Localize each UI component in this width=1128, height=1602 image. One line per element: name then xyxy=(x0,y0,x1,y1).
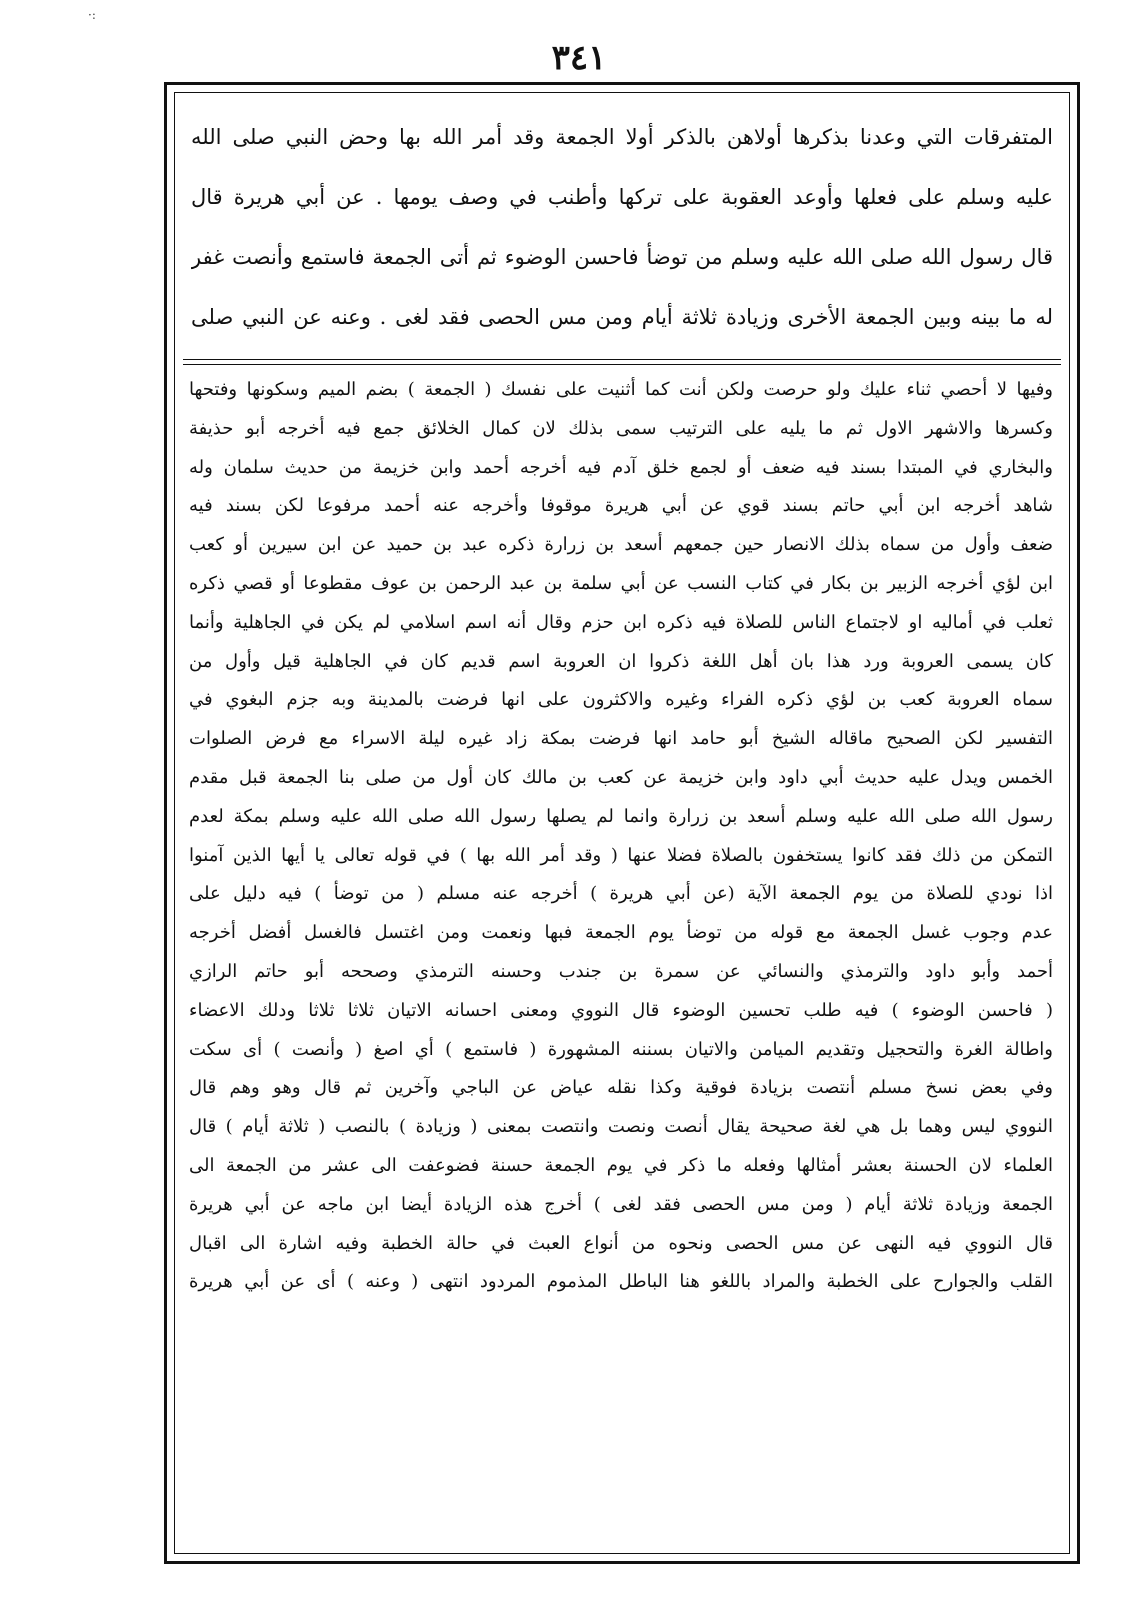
main-text-block xyxy=(191,107,1053,352)
commentary-line: رسول الله صلى الله عليه وسلم أسعد بن زرارة وانما لم يصلها رسول الله صلى الله عليه وسلم بمكة لعدم xyxy=(189,805,1053,827)
main-line: عليه وسلم على فعلها وأوعد العقوبة على تركها وأطنب في وصف يومها . عن أبي هريرة قال xyxy=(191,185,1053,209)
main-line: المتفرقات التي وعدنا بذكرها أولاهن بالذكر أولا الجمعة وقد أمر الله بها وحض النبي صلى الله xyxy=(191,125,1053,149)
commentary-block xyxy=(189,371,1053,1539)
commentary-line: أحمد وأبو داود والترمذي والنسائي عن سمرة بن جندب وحسنه الترمذي وصححه أبو حاتم الرازي xyxy=(189,960,1053,982)
commentary-line: وفي بعض نسخ مسلم أنتصت بزيادة فوقية وكذا نقله عياض عن الباجي وآخرين ثم قال وهو وهم قال xyxy=(189,1077,1053,1099)
commentary-line: ( فاحسن الوضوء ) فيه طلب تحسين الوضوء قال النووي ومعنى احسانه الاتيان ثلاثا ثلاثا ودلك الاعضاء xyxy=(189,999,1053,1021)
commentary-line: وفيها لا أحصي ثناء عليك ولو حرصت ولكن أنت كما أثنيت على نفسك ( الجمعة ) بضم الميم وسكونها وفتحها xyxy=(189,379,1053,400)
commentary-line: التمكن من ذلك فقد كانوا يستخفون بالصلاة فضلا عنها ( وقد أمر الله بها ) في قوله تعالى يا أيها الذين آمنوا xyxy=(189,844,1053,866)
commentary-line: الجمعة وزيادة ثلاثة أيام ( ومن مس الحصى فقد لغى ) أخرج هذه الزيادة أيضا ابن ماجه عن أبي هريرة xyxy=(189,1193,1053,1215)
main-line: له ما بينه وبين الجمعة الأخرى وزيادة ثلاثة أيام ومن مس الحصى فقد لغى . وعنه عن النبي صلى xyxy=(191,305,1053,329)
commentary-line: شاهد أخرجه ابن أبي حاتم بسند قوي عن أبي هريرة موقوفا وأخرجه عنه أحمد مرفوعا لكن بسند فيه xyxy=(189,495,1053,517)
commentary-line: القلب والجوارح على الخطبة والمراد باللغو هنا الباطل المذموم المردود انتهى ( وعنه ) أى عن أبي هريرة xyxy=(189,1271,1053,1293)
commentary-line: وكسرها والاشهر الاول ثم ما يليه على الترتيب سمى بذلك لان كمال الخلائق جمع فيه أخرجه أبو حذيفة xyxy=(189,417,1053,439)
commentary-line: والبخاري في المبتدا بسند فيه ضعف أو لجمع خلق آدم فيه أخرجه أحمد وابن خزيمة من حديث سلمان وله xyxy=(189,456,1053,478)
commentary-line: التفسير لكن الصحيح ماقاله الشيخ أبو حامد انها فرضت بمكة زاد غيره ليلة الاسراء مع فرض الصلوات xyxy=(189,728,1053,750)
main-line: قال رسول الله صلى الله عليه وسلم من توضأ فاحسن الوضوء ثم أتى الجمعة فاستمع وأنصت غفر xyxy=(191,245,1053,269)
scan-mark: ·: xyxy=(88,8,96,22)
commentary-line: ثعلب في أماليه او لاجتماع الناس للصلاة فيه ذكره ابن حزم وقال أنه اسم اسلامي لم يكن في الجاهلية وأنما xyxy=(189,611,1053,633)
commentary-line: النووي ليس وهما بل هي لغة صحيحة يقال أنصت ونصت وانتصت بمعنى ( وزيادة ) بالنصب ( ثلاثة أيام ) قال xyxy=(189,1116,1053,1138)
commentary-line: سماه العروبة كعب بن لؤي ذكره الفراء وغيره والاكثرون على انها فرضت بالمدينة وبه جزم البغوي في xyxy=(189,689,1053,711)
commentary-line: عدم وجوب غسل الجمعة مع قوله من توضأ يوم الجمعة فبها ونعمت ومن اغتسل فالغسل أفضل أخرجه xyxy=(189,922,1053,944)
section-separator xyxy=(183,359,1061,365)
commentary-line: ابن لؤي أخرجه الزبير بن بكار في كتاب النسب عن أبي سلمة بن عبد الرحمن بن عوف مقطوعا أو قصي ذكره xyxy=(189,572,1053,594)
commentary-line: العلماء لان الحسنة بعشر أمثالها وفعله ما ذكر في يوم الجمعة حسنة فضوعفت الى عشر من الجمعة الى xyxy=(189,1154,1053,1176)
inner-frame xyxy=(174,92,1070,1554)
page-number: ٣٤١ xyxy=(551,38,607,78)
commentary-line: واطالة الغرة والتحجيل وتقديم الميامن والاتيان بسننه المشهورة ( فاستمع ) أي اصغ ( وأنصت ) أى سكت xyxy=(189,1038,1053,1060)
commentary-line: قال النووي فيه النهى عن مس الحصى ونحوه من أنواع العبث في حالة الخطبة وفيه اشارة الى اقبال xyxy=(189,1232,1053,1254)
commentary-line: اذا نودي للصلاة من يوم الجمعة الآية (عن أبي هريرة ) أخرجه عنه مسلم ( من توضأ ) فيه دليل على xyxy=(189,883,1053,905)
commentary-line: ضعف وأول من سماه بذلك الانصار حين جمعهم أسعد بن زرارة ذكره عبد بن حميد عن ابن سيرين أو كعب xyxy=(189,534,1053,556)
commentary-line: الخمس ويدل عليه حديث أبي داود وابن خزيمة عن كعب بن مالك كان أول من صلى بنا الجمعة قبل مقدم xyxy=(189,766,1053,788)
page-frame xyxy=(164,82,1080,1564)
commentary-line: كان يسمى العروبة ورد هذا بان أهل اللغة ذكروا ان العروبة اسم قديم كان في الجاهلية قيل وأول من xyxy=(189,650,1053,672)
